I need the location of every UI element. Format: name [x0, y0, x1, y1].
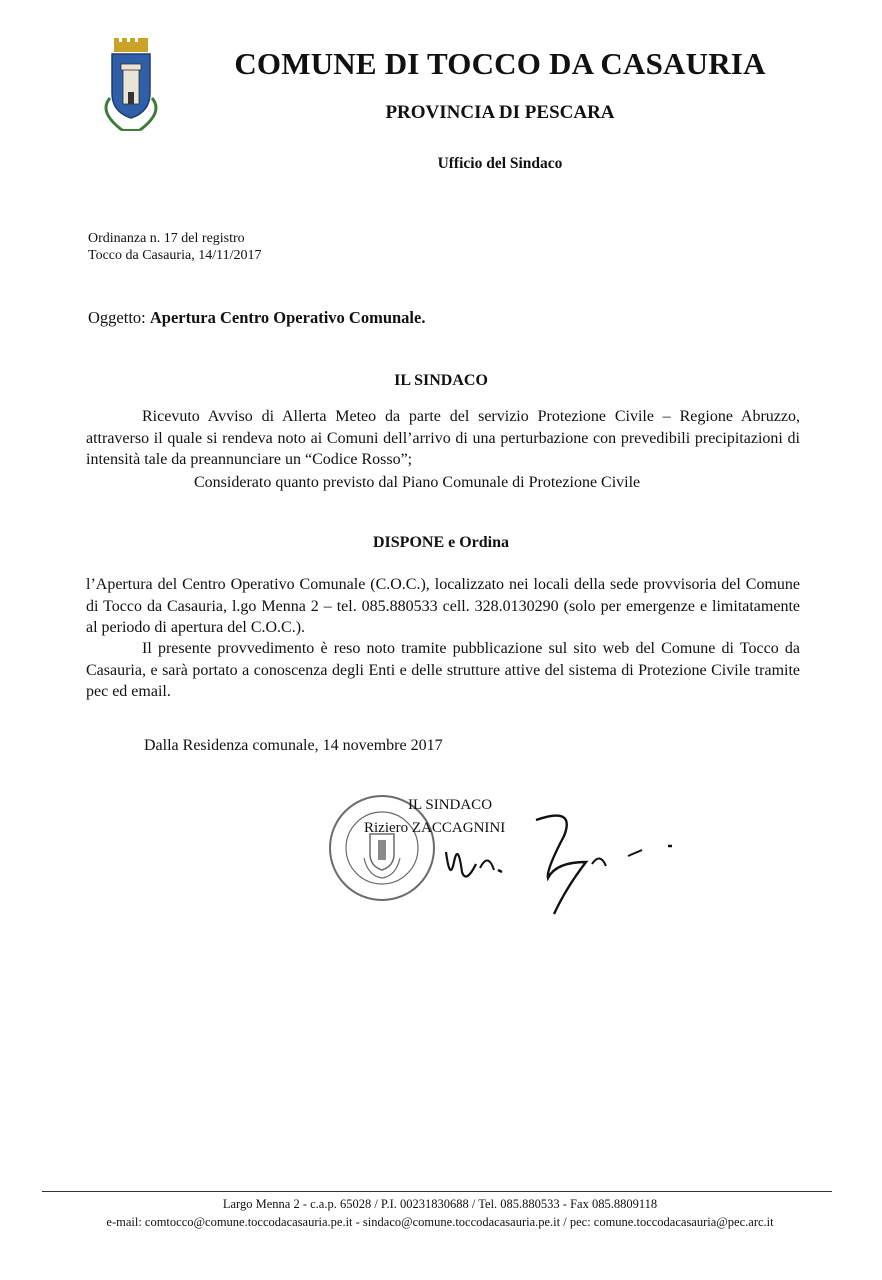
subject-line: [88, 308, 425, 328]
footer-divider: [42, 1191, 832, 1192]
office-name: Ufficio del Sindaco: [437, 155, 563, 172]
province-name: PROVINCIA DI PESCARA: [385, 102, 615, 123]
body-paragraph-1: l’Apertura del Centro Operativo Comunale (C.O.C.), localizzato nei locali della sede provvisoria del Comune di Tocco da Casauria, l.go Menna 2 – tel. 085.880533 cell. 328.0130290 (solo per emergenze e limitatamente al periodo di apertura del C.O.C.).: [86, 576, 800, 636]
heading-dispone: [86, 534, 796, 552]
ordinance-number: Ordinanza n. 17 del registro: [88, 231, 245, 246]
heading-dispone-rest: e Ordina: [448, 534, 509, 551]
residence-date: Dalla Residenza comunale, 14 novembre 2017: [144, 737, 443, 754]
municipality-title: COMUNE DI TOCCO DA CASAURIA: [234, 46, 766, 81]
place-date: Tocco da Casauria, 14/11/2017: [88, 248, 262, 263]
signatory-name: Riziero ZACCAGNINI: [364, 820, 506, 836]
body-paragraph-2: Il presente provvedimento è reso noto tramite pubblicazione sul sito web del Comune di Tocco da Casauria, e sarà portato a conoscenza degli Enti e delle strutture attive del sistema di Protezione Civile tramite pec ed email.: [86, 640, 800, 700]
ordinance-meta: [88, 230, 261, 264]
heading-dispone-bold: DISPONE: [372, 534, 445, 551]
handwritten-signature-icon: [436, 792, 686, 932]
heading-il-sindaco: IL SINDACO: [394, 372, 488, 389]
premise-paragraph-2: Considerato quanto previsto dal Piano Comunale di Protezione Civile: [194, 474, 641, 491]
premise-paragraph-1: Ricevuto Avviso di Allerta Meteo da parte del servizio Protezione Civile – Regione Abruzzo, attraverso il quale si rendeva noto ai Comuni dell’arrivo di una perturbazione con prevedibili precipitazioni di intensità tale da preannunciare un “Codice Rosso”;: [86, 408, 800, 468]
subject-text: Apertura Centro Operativo Comunale.: [149, 308, 426, 327]
footer-contacts: e-mail: comtocco@comune.toccodacasauria.pe.it - sindaco@comune.toccodacasauria.pe.it / pec: comune.toccodacasauria@pec.arc.it: [106, 1215, 774, 1229]
signatory-title: IL SINDACO: [408, 797, 493, 813]
subject-label: Oggetto:: [88, 308, 146, 327]
footer-address: Largo Menna 2 - c.a.p. 65028 / P.I. 00231830688 / Tel. 085.880533 - Fax 085.8809118: [222, 1197, 658, 1211]
